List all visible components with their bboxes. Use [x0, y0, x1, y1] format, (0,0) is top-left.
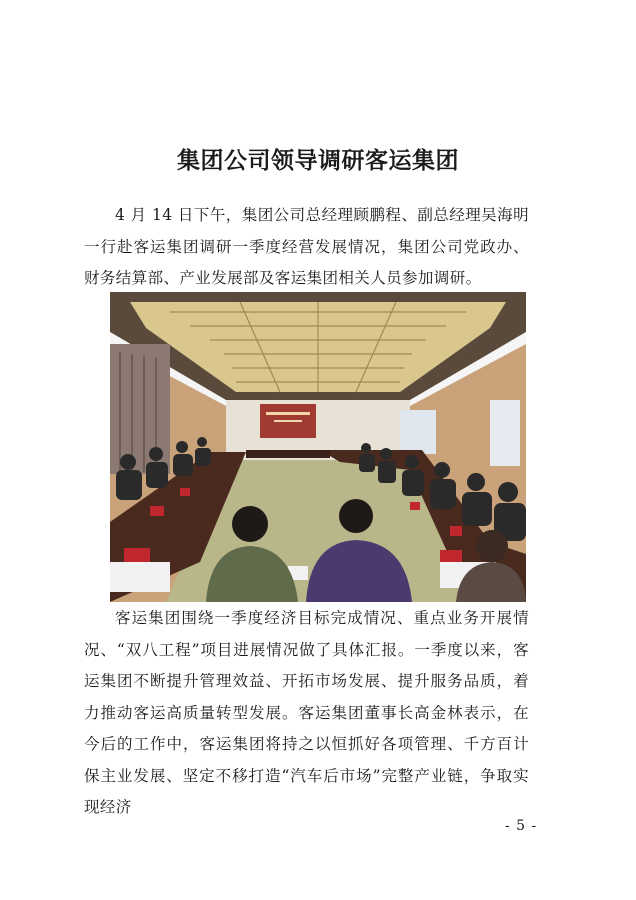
page-number: - 5 - — [505, 818, 538, 834]
table-far — [246, 450, 330, 458]
meeting-photo — [110, 292, 526, 602]
wall-board-right — [490, 400, 520, 466]
meeting-room-illustration — [110, 292, 526, 602]
article-title: 集团公司领导调研客运集团 — [177, 148, 459, 174]
wall-board — [400, 410, 436, 454]
paragraph-report: 客运集团围绕一季度经济目标完成情况、重点业务开展情况、“双八工程”项目进展情况做了具体汇报。一季度以来，客运集团不断提升管理效益、开拓市场发展、提升服务品质，着力推动客运高质量转型发展。客运集团董事长高金林表示，在今后的工作中，客运集团将持之以恒抓好各项管理、千方百计保主业发展、坚定不移打造“汽车后市场”完整产业链，争取实现经济 — [84, 609, 529, 816]
paragraph-intro: 4 月 14 日下午，集团公司总经理顾鹏程、副总经理吴海明一行赴客运集团调研一季度经营发展情况，集团公司党政办、财务结算部、产业发展部及客运集团相关人员参加调研。 — [84, 206, 529, 287]
